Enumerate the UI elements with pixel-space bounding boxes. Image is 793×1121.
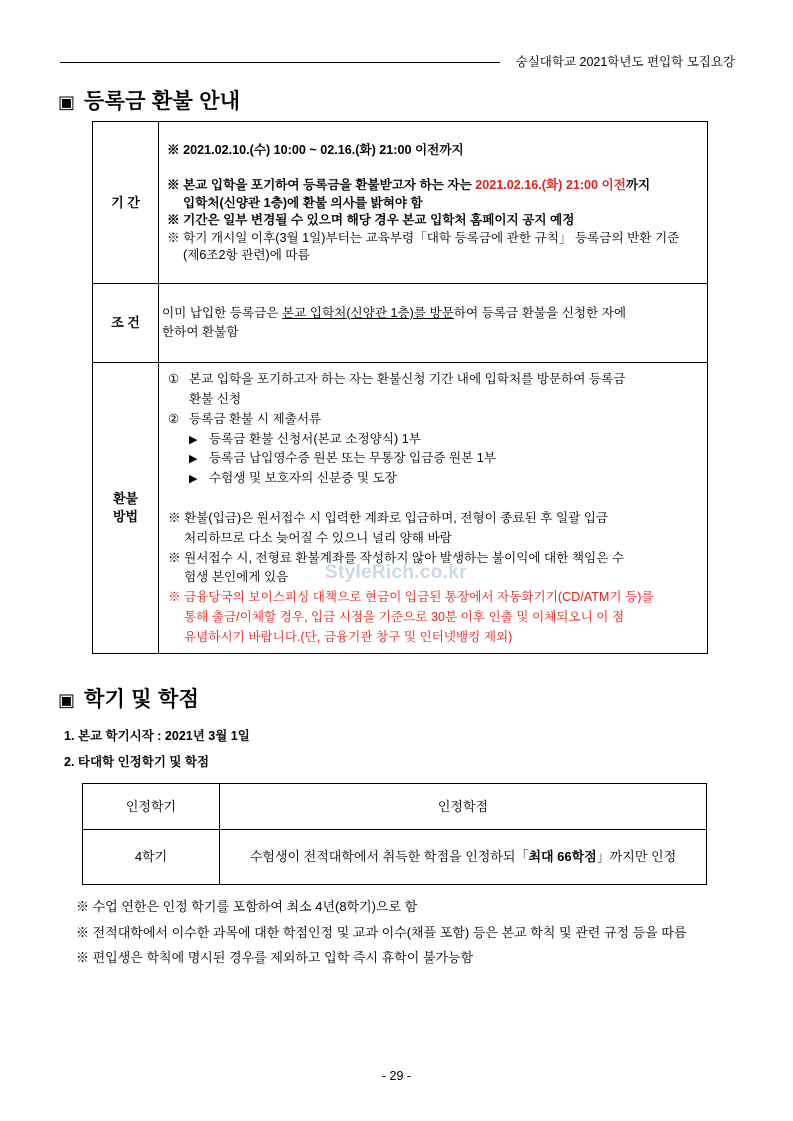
triangle-bullet-icon: ▶ — [189, 472, 198, 486]
triangle-bullet-icon: ▶ — [189, 452, 198, 466]
section-marker-icon: ▣ — [58, 690, 76, 711]
condition-content — [159, 284, 708, 363]
method-step — [168, 370, 704, 390]
refund-table — [92, 121, 708, 654]
document-item — [168, 449, 704, 469]
period-line: ※ 기간은 일부 변경될 수 있으며 해당 경우 본교 입학처 홈페이지 공지 예정 — [167, 213, 575, 227]
section-title-refund — [58, 88, 240, 117]
table-row-period — [93, 122, 708, 284]
step-number: ② — [168, 411, 180, 426]
period-line: (제6조2항 관련)에 따름 — [183, 248, 310, 262]
condition-text: 하여 등록금 환불을 신청한 자에 — [453, 306, 627, 320]
table-row-condition — [93, 284, 708, 363]
credits-max: 최대 66학점 — [528, 849, 597, 864]
document-text: 수험생 및 보호자의 신분증 및 도장 — [209, 471, 397, 486]
column-header: 인정학점 — [220, 784, 707, 830]
triangle-bullet-icon: ▶ — [189, 432, 198, 446]
method-note: ※ 환불(입금)은 원서접수 시 입력한 계좌로 입금하며, 전형이 종료된 후 일괄 입금 — [168, 510, 609, 525]
table-cell-credits — [220, 830, 707, 885]
credits-text: 수험생이 전적대학에서 취득한 학점을 인정하되「 — [249, 849, 529, 864]
method-step — [168, 410, 704, 430]
document-text: 등록금 납입영수증 원본 또는 무통장 입금증 원본 1부 — [209, 451, 496, 466]
step-text: 본교 입학을 포기하고자 하는 자는 환불신청 기간 내에 입학처를 방문하여 등록금 — [189, 372, 626, 386]
table-cell-semesters: 4학기 — [83, 830, 220, 885]
period-line: 입학처(신양관 1층)에 환불 의사를 밝혀야 함 — [183, 195, 423, 210]
method-note: ※ 원서접수 시, 전형료 환불계좌를 작성하지 않아 발생하는 불이익에 대한 책임은 수 — [168, 550, 625, 565]
table-header-row — [83, 784, 707, 830]
row-label-period: 기 간 — [93, 122, 159, 284]
row-label-condition: 조 건 — [93, 284, 159, 363]
credits-text: 」까지만 인정 — [596, 849, 677, 864]
method-note: 처리하므로 다소 늦어질 수 있으니 널리 양해 바람 — [184, 530, 452, 545]
period-line — [167, 177, 704, 195]
document-item — [168, 469, 704, 489]
semester-note: ※ 편입생은 학칙에 명시된 경우를 제외하고 입학 즉시 휴학이 불가능함 — [76, 950, 474, 965]
section-title-text: 등록금 환불 안내 — [84, 90, 241, 113]
phishing-warning: ※ 금융당국의 보이스피싱 대책으로 현금이 입금된 통장에서 자동화기기(CD/ATM기 등)를 — [168, 590, 654, 605]
method-note: 험생 본인에게 있음 — [184, 570, 289, 585]
document-text: 등록금 환불 신청서(본교 소정양식) 1부 — [209, 431, 421, 446]
semester-start-item: 1. 본교 학기시작 : 2021년 3월 1일 — [64, 729, 250, 743]
row-label-method — [93, 363, 159, 654]
method-content — [159, 363, 708, 654]
condition-line — [162, 304, 704, 323]
header-rule — [60, 62, 500, 63]
period-content — [159, 122, 708, 284]
phishing-warning: 통해 출금/이체할 경우, 입금 시점을 기준으로 30분 이후 인출 및 이체되오니 이 점 — [184, 610, 625, 625]
period-line: ※ 2021.02.10.(수) 10:00 ~ 02.16.(화) 21:00 이전까지 — [167, 143, 464, 157]
row-label-line: 방법 — [112, 509, 139, 524]
page-number: - 29 - — [381, 1069, 412, 1083]
semester-note: ※ 전적대학에서 이수한 과목에 대한 학점인정 및 교과 이수(채플 포함) 등은 본교 학칙 및 관련 규정 등을 따름 — [76, 925, 687, 940]
condition-text: 이미 납입한 등록금은 — [162, 306, 282, 320]
period-text: ※ 본교 입학을 포기하여 등록금을 환불받고자 하는 자는 — [167, 178, 476, 192]
table-row-method — [93, 363, 708, 654]
watermark: StyleRich.co.kr — [325, 562, 467, 583]
document-item — [168, 430, 704, 450]
period-text: 까지 — [625, 178, 651, 192]
credit-table — [82, 783, 707, 885]
step-text: 등록금 환불 시 제출서류 — [189, 411, 322, 426]
row-label-line: 환불 — [112, 491, 139, 506]
spacer — [167, 160, 704, 178]
table-row — [83, 830, 707, 885]
section-title-semester — [58, 686, 199, 715]
section-marker-icon: ▣ — [58, 92, 76, 113]
phishing-warning: 유념하시기 바랍니다.(단, 금융기관 창구 및 인터넷뱅킹 제외) — [184, 629, 513, 644]
deadline-highlight: 2021.02.16.(화) 21:00 이전 — [475, 178, 626, 192]
condition-line: 한하여 환불함 — [162, 325, 239, 339]
condition-underlined: 본교 입학처(신양관 1층)를 방문 — [282, 306, 454, 320]
step-number: ① — [168, 372, 180, 386]
section-title-text: 학기 및 학점 — [84, 688, 200, 711]
period-line: ※ 학기 개시일 이후(3월 1일)부터는 교육부령「대학 등록금에 관한 규칙」 등록금의 반환 기준 — [167, 230, 680, 245]
column-header: 인정학기 — [83, 784, 220, 830]
header-title: 숭실대학교 2021학년도 편입학 모집요강 — [515, 55, 735, 69]
spacer — [168, 489, 704, 509]
semester-note: ※ 수업 연한은 인정 학기를 포함하여 최소 4년(8학기)으로 함 — [76, 899, 418, 914]
method-step-cont: 환불 신청 — [189, 391, 242, 406]
transfer-credit-item: 2. 타대학 인정학기 및 학점 — [64, 755, 210, 769]
